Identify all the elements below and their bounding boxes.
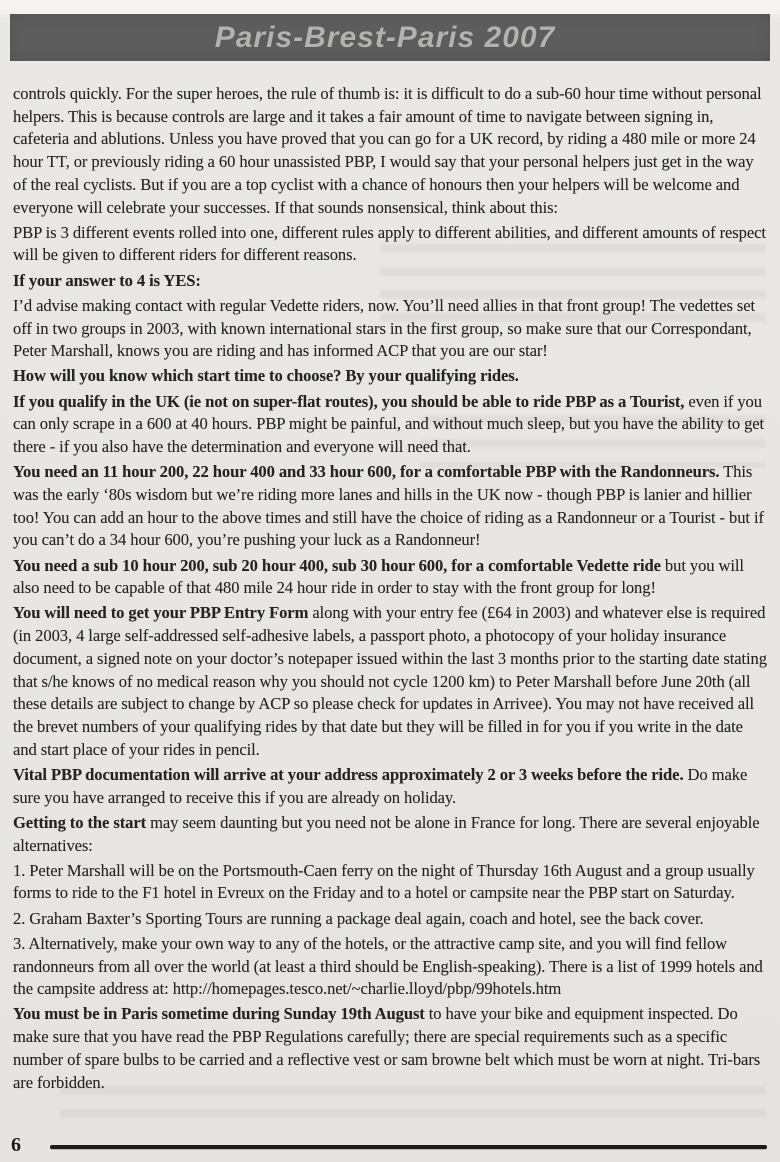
footer-rule: [50, 1145, 767, 1149]
paragraph: [13, 933, 769, 1001]
paragraph: [13, 222, 769, 267]
paragraph: [13, 1003, 769, 1094]
paragraph: [13, 812, 769, 857]
paragraph-text: but you will also need to be capable of that 480 mile 24 hour ride in order to stay with the front group for long!: [13, 555, 744, 598]
paragraph-lead: How will you know which start time to choose? By your qualifying rides.: [13, 366, 519, 386]
paragraph-text: controls quickly. For the super heroes, the rule of thumb is: it is difficult to do a sub-60 hour time without personal helpers. This is because controls are large and it takes a fair amount of time to navigate between signing in, cafeteria and ablutions. Unless you have proved that you can go for a UK record, by riding a 480 mile or more 24 hour TT, or previously riding a 60 hour unassisted PBP, I would say that your personal helpers just get in the way of the real cyclists. But if you are a top cyclist with a chance of honours then your helpers will be welcome and everyone will celebrate your successes. If that sounds nonsensical, think about this:: [13, 84, 762, 217]
paragraph: [13, 602, 769, 761]
paragraph: [13, 555, 769, 600]
paragraph-text: may seem daunting but you need not be alone in France for long. There are several enjoyable alternatives:: [13, 812, 760, 855]
title-banner: [10, 14, 770, 61]
paragraph-lead: If you qualify in the UK (ie not on super-flat routes), you should be able to ride PBP as a Tourist,: [13, 391, 685, 411]
paragraph-lead: You will need to get your PBP Entry Form: [13, 603, 309, 623]
paragraph: [13, 860, 769, 905]
section-heading: [13, 270, 769, 293]
paragraph: [13, 908, 769, 931]
paragraph: [13, 461, 769, 552]
page-footer: [11, 1134, 767, 1157]
paragraph-lead: Getting to the start: [13, 812, 147, 832]
paragraph-text: I’d advise making contact with regular Vedette riders, now. You’ll need allies in that front group! The vedettes set off in two groups in 2003, with known international stars in the first group, so make sure that our Correspondant, Peter Marshall, knows you are riding and has informed ACP that you are our star!: [13, 295, 755, 361]
paragraph-text: Do make sure you have arranged to receive this if you are already on holiday.: [13, 764, 748, 807]
article: [13, 83, 769, 1097]
paragraph-text: even if you can only scrape in a 600 at 40 hours. PBP might be painful, and without much sleep, but you have the ability to get there - if you also have the determination and everyone will need that.: [13, 391, 765, 457]
paragraph: [13, 391, 769, 459]
paragraph: [13, 295, 769, 363]
paragraph-text: PBP is 3 different events rolled into one, different rules apply to different abilities, and different amounts of respect will be given to different riders for different reasons.: [13, 222, 766, 265]
paragraph-lead: If your answer to 4 is YES:: [13, 270, 201, 290]
page-number: 6: [11, 1134, 21, 1156]
page-title: Paris-Brest-Paris 2007: [214, 20, 556, 54]
paragraph-lead: You must be in Paris sometime during Sunday 19th August: [13, 1004, 425, 1024]
paragraph-lead: Vital PBP documentation will arrive at your address approximately 2 or 3 weeks before the ride.: [13, 764, 684, 784]
paragraph-text: 2. Graham Baxter’s Sporting Tours are running a package deal again, coach and hotel, see the back cover.: [13, 908, 704, 928]
paragraph-lead: You need a sub 10 hour 200, sub 20 hour 400, sub 30 hour 600, for a comfortable Vedette ride: [13, 555, 661, 575]
paragraph-text: along with your entry fee (£64 in 2003) and whatever else is required (in 2003, 4 large self-addressed self-adhesive labels, a passport photo, a photocopy of your holiday insurance document, a signed note on your doctor’s notepaper issued within the last 3 months prior to the starting date stating that s/he knows of no medical reason why you should not cycle 1200 km) to Peter Marshall before June 20th (all these details are subject to change by ACP so please check for updates in Arrivee). You may not have received all the brevet numbers of your qualifying rides by that date but they will be filled in for you if you write in the date and start place of your rides in pencil.: [13, 603, 767, 759]
paragraph: [13, 83, 769, 219]
paragraph-text: 3. Alternatively, make your own way to any of the hotels, or the attractive camp site, and you will find fellow randonneurs from all over the world (at least a third should be English-speaking). There is a list of 1999 hotels and the campsite address at: http://homepages.tesco.net/~charlie.lloyd/pbp/99hotels.htm: [13, 933, 763, 999]
section-heading: [13, 365, 769, 388]
paragraph-text: 1. Peter Marshall will be on the Portsmouth-Caen ferry on the night of Thursday 16th August and a group usually forms to ride to the F1 hotel in Evreux on the Friday and to a hotel or campsite near the PBP start on Saturday.: [13, 860, 755, 903]
paragraph-lead: You need an 11 hour 200, 22 hour 400 and 33 hour 600, for a comfortable PBP with the Randonneurs.: [13, 462, 720, 482]
paragraph-text: This was the early ‘80s wisdom but we’re riding more lanes and hills in the UK now - though PBP is lanier and hillier too! You can add an hour to the above times and still have the choice of riding as a Randonneur or a Tourist - but if you can’t do a 34 hour 600, you’re pushing your luck as a Randonneur!: [13, 462, 764, 550]
paragraph: [13, 764, 769, 809]
paragraph-text: to have your bike and equipment inspected. Do make sure that you have read the PBP Regulations carefully; there are special requirements such as a specific number of spare bulbs to be carried and a reflective vest or sam browne belt which must be worn at night. Tri-bars are forbidden.: [13, 1004, 761, 1092]
